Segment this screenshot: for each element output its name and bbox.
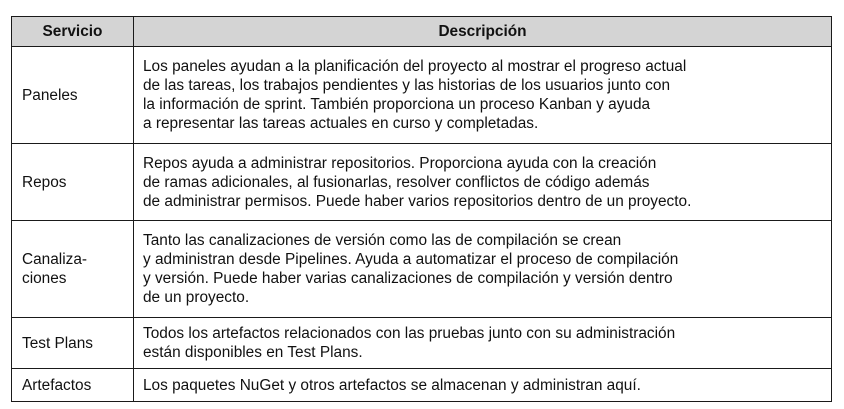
service-name: Repos — [22, 173, 67, 191]
description-line: Los paquetes NuGet y otros artefactos se almacenan y administran aquí. — [143, 376, 641, 394]
column-header-description: Descripción — [134, 17, 832, 47]
services-table — [11, 16, 832, 402]
description-line: Tanto las canalizaciones de versión como las de compilación se crean — [143, 232, 622, 249]
table-row-artefactos — [12, 369, 832, 402]
description-line: de administrar permisos. Puede haber varios repositorios dentro de un proyecto. — [143, 192, 692, 210]
description-line: de las tareas, los trabajos pendientes y las historias de los usuarios junto con — [143, 77, 671, 94]
description-line: están disponibles en Test Plans. — [143, 344, 363, 361]
description-line: y administran desde Pipelines. Ayuda a automatizar el proceso de compilación — [143, 251, 679, 268]
service-name: Canaliza- — [22, 251, 88, 268]
service-cell — [12, 369, 134, 402]
description-line: de un proyecto. — [143, 289, 250, 306]
table-row-paneles — [12, 47, 832, 144]
service-cell — [12, 47, 134, 144]
description-line: a representar las tareas actuales en curso y completadas. — [143, 115, 539, 132]
column-header-service: Servicio — [12, 17, 134, 47]
service-name: ciones — [22, 270, 67, 287]
description-line: la información de sprint. También proporciona un proceso Kanban y ayuda — [143, 96, 651, 113]
service-cell — [12, 221, 134, 318]
description-line: Todos los artefactos relacionados con las pruebas junto con su administración — [143, 325, 676, 342]
description-line: de ramas adicionales, al fusionarlas, resolver conflictos de código además — [143, 173, 650, 191]
description-cell — [134, 47, 832, 144]
services-table-container — [11, 16, 831, 402]
description-line: Los paneles ayudan a la planificación del proyecto al mostrar el progreso actual — [143, 58, 687, 75]
table-row-repos — [12, 144, 832, 221]
service-name: Paneles — [22, 86, 78, 104]
service-name: Test Plans — [22, 334, 94, 352]
table-row-canalizaciones — [12, 221, 832, 318]
description-cell — [134, 318, 832, 369]
description-cell — [134, 144, 832, 221]
description-cell — [134, 221, 832, 318]
service-cell — [12, 144, 134, 221]
header-row — [12, 17, 832, 47]
service-cell — [12, 318, 134, 369]
service-name: Artefactos — [22, 376, 92, 394]
description-cell — [134, 369, 832, 402]
description-line: Repos ayuda a administrar repositorios. Proporciona ayuda con la creación — [143, 154, 657, 172]
table-row-test-plans — [12, 318, 832, 369]
description-line: y versión. Puede haber varias canalizaciones de compilación y versión dentro — [143, 270, 673, 287]
